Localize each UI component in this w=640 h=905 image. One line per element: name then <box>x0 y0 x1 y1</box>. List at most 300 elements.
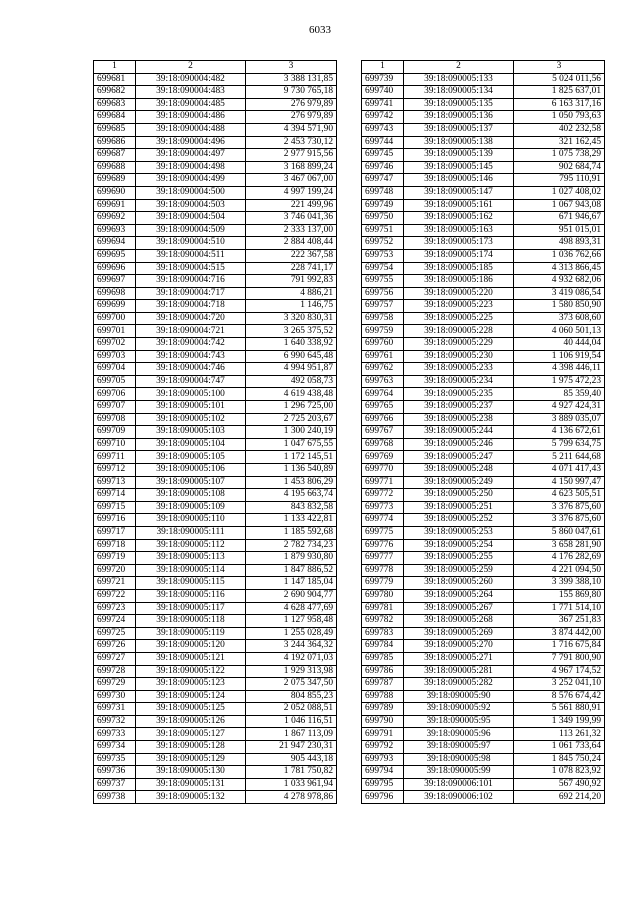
value-cell: 2 884 408,44 <box>246 237 337 250</box>
value-cell: 3 889 035,07 <box>514 413 605 426</box>
cadastral-number-cell: 39:18:090005:134 <box>404 86 514 99</box>
row-number-cell: 699682 <box>94 86 136 99</box>
cadastral-number-cell: 39:18:090005:104 <box>136 438 246 451</box>
row-number-cell: 699684 <box>94 111 136 124</box>
table-row <box>94 363 337 376</box>
header-cell: 1 <box>94 61 136 74</box>
cadastral-number-cell: 39:18:090005:251 <box>404 501 514 514</box>
table-row <box>94 728 337 741</box>
value-cell: 791 992,83 <box>246 275 337 288</box>
table-row <box>362 552 605 565</box>
cadastral-number-cell: 39:18:090005:129 <box>136 753 246 766</box>
value-cell: 1 146,75 <box>246 300 337 313</box>
row-number-cell: 699681 <box>94 73 136 86</box>
row-number-cell: 699707 <box>94 401 136 414</box>
row-number-cell: 699685 <box>94 123 136 136</box>
value-cell: 567 490,92 <box>514 778 605 791</box>
value-cell: 843 832,58 <box>246 501 337 514</box>
value-cell: 1 027 408,02 <box>514 186 605 199</box>
row-number-cell: 699749 <box>362 199 404 212</box>
value-cell: 1 033 961,94 <box>246 778 337 791</box>
row-number-cell: 699711 <box>94 451 136 464</box>
row-number-cell: 699795 <box>362 778 404 791</box>
table-row <box>94 199 337 212</box>
cadastral-number-cell: 39:18:090005:130 <box>136 766 246 779</box>
table-row <box>94 791 337 804</box>
cadastral-number-cell: 39:18:090005:138 <box>404 136 514 149</box>
cadastral-number-cell: 39:18:090005:137 <box>404 123 514 136</box>
cadastral-number-cell: 39:18:090004:511 <box>136 249 246 262</box>
row-number-cell: 699716 <box>94 514 136 527</box>
table-row <box>94 778 337 791</box>
value-cell: 3 320 830,31 <box>246 312 337 325</box>
table-row <box>94 589 337 602</box>
row-number-cell: 699724 <box>94 615 136 628</box>
value-cell: 4 195 663,74 <box>246 489 337 502</box>
row-number-cell: 699792 <box>362 741 404 754</box>
cadastral-number-cell: 39:18:090005:270 <box>404 640 514 653</box>
cadastral-number-cell: 39:18:090005:252 <box>404 514 514 527</box>
cadastral-number-cell: 39:18:090004:483 <box>136 86 246 99</box>
table-row <box>362 652 605 665</box>
row-number-cell: 699755 <box>362 275 404 288</box>
table-row <box>94 577 337 590</box>
value-cell: 492 058,73 <box>246 375 337 388</box>
value-cell: 1 075 738,29 <box>514 149 605 162</box>
row-number-cell: 699745 <box>362 149 404 162</box>
value-cell: 85 359,40 <box>514 388 605 401</box>
cadastral-number-cell: 39:18:090004:515 <box>136 262 246 275</box>
row-number-cell: 699748 <box>362 186 404 199</box>
cadastral-number-cell: 39:18:090005:250 <box>404 489 514 502</box>
cadastral-number-cell: 39:18:090005:108 <box>136 489 246 502</box>
table-row <box>94 476 337 489</box>
cadastral-number-cell: 39:18:090004:746 <box>136 363 246 376</box>
row-number-cell: 699750 <box>362 212 404 225</box>
table-row <box>362 728 605 741</box>
header-cell: 2 <box>136 61 246 74</box>
cadastral-number-cell: 39:18:090005:110 <box>136 514 246 527</box>
cadastral-number-cell: 39:18:090005:237 <box>404 401 514 414</box>
cadastral-number-cell: 39:18:090005:103 <box>136 426 246 439</box>
row-number-cell: 699796 <box>362 791 404 804</box>
table-row <box>94 86 337 99</box>
cadastral-number-cell: 39:18:090005:185 <box>404 262 514 275</box>
table-row <box>94 539 337 552</box>
cadastral-number-cell: 39:18:090005:125 <box>136 703 246 716</box>
cadastral-number-cell: 39:18:090005:105 <box>136 451 246 464</box>
row-number-cell: 699767 <box>362 426 404 439</box>
cadastral-number-cell: 39:18:090004:743 <box>136 350 246 363</box>
value-cell: 4 994 951,87 <box>246 363 337 376</box>
row-number-cell: 699732 <box>94 715 136 728</box>
value-cell: 804 855,23 <box>246 690 337 703</box>
cadastral-number-cell: 39:18:090005:235 <box>404 388 514 401</box>
table-row <box>94 526 337 539</box>
table-row <box>94 136 337 149</box>
value-cell: 4 967 174,52 <box>514 665 605 678</box>
value-cell: 4 932 682,06 <box>514 275 605 288</box>
value-cell: 4 060 501,13 <box>514 325 605 338</box>
row-number-cell: 699683 <box>94 98 136 111</box>
row-number-cell: 699737 <box>94 778 136 791</box>
cadastral-number-cell: 39:18:090005:102 <box>136 413 246 426</box>
cadastral-number-cell: 39:18:090004:509 <box>136 224 246 237</box>
table-row <box>94 123 337 136</box>
value-cell: 7 791 800,90 <box>514 652 605 665</box>
table-row <box>362 627 605 640</box>
row-number-cell: 699738 <box>94 791 136 804</box>
cadastral-number-cell: 39:18:090006:101 <box>404 778 514 791</box>
value-cell: 4 192 071,03 <box>246 652 337 665</box>
row-number-cell: 699763 <box>362 375 404 388</box>
cadastral-number-cell: 39:18:090005:92 <box>404 703 514 716</box>
table-row <box>362 589 605 602</box>
value-cell: 4 221 094,50 <box>514 564 605 577</box>
table-row <box>362 615 605 628</box>
table-row <box>94 338 337 351</box>
row-number-cell: 699771 <box>362 476 404 489</box>
value-cell: 228 741,17 <box>246 262 337 275</box>
value-cell: 3 376 875,60 <box>514 514 605 527</box>
cadastral-number-cell: 39:18:090004:488 <box>136 123 246 136</box>
table-row <box>94 665 337 678</box>
table-row <box>362 501 605 514</box>
value-cell: 2 977 915,56 <box>246 149 337 162</box>
table-row <box>362 564 605 577</box>
row-number-cell: 699688 <box>94 161 136 174</box>
table-row <box>362 577 605 590</box>
value-cell: 1 716 675,84 <box>514 640 605 653</box>
table-row <box>94 224 337 237</box>
cadastral-number-cell: 39:18:090005:260 <box>404 577 514 590</box>
value-cell: 1 067 943,08 <box>514 199 605 212</box>
row-number-cell: 699690 <box>94 186 136 199</box>
value-cell: 1 349 199,99 <box>514 715 605 728</box>
value-cell: 1 771 514,10 <box>514 602 605 615</box>
value-cell: 2 052 088,51 <box>246 703 337 716</box>
value-cell: 276 979,89 <box>246 98 337 111</box>
table-row <box>94 325 337 338</box>
value-cell: 1 061 733,64 <box>514 741 605 754</box>
table-row <box>362 262 605 275</box>
cadastral-number-cell: 39:18:090005:101 <box>136 401 246 414</box>
table-row <box>94 501 337 514</box>
row-number-cell: 699758 <box>362 312 404 325</box>
row-number-cell: 699779 <box>362 577 404 590</box>
table-row <box>94 426 337 439</box>
value-cell: 1 047 675,55 <box>246 438 337 451</box>
table-row <box>362 514 605 527</box>
register-table-left <box>93 60 337 804</box>
table-row <box>362 451 605 464</box>
table-row <box>362 766 605 779</box>
row-number-cell: 699747 <box>362 174 404 187</box>
cadastral-number-cell: 39:18:090005:114 <box>136 564 246 577</box>
table-row <box>362 312 605 325</box>
value-cell: 1 172 145,51 <box>246 451 337 464</box>
cadastral-number-cell: 39:18:090004:721 <box>136 325 246 338</box>
row-number-cell: 699743 <box>362 123 404 136</box>
table-row <box>94 451 337 464</box>
value-cell: 1 136 540,89 <box>246 464 337 477</box>
table-row <box>362 526 605 539</box>
table-row <box>94 237 337 250</box>
table-row <box>94 703 337 716</box>
table-row <box>94 174 337 187</box>
row-number-cell: 699689 <box>94 174 136 187</box>
row-number-cell: 699723 <box>94 602 136 615</box>
value-cell: 1 781 750,82 <box>246 766 337 779</box>
value-cell: 1 453 806,29 <box>246 476 337 489</box>
value-cell: 3 419 086,54 <box>514 287 605 300</box>
table-row <box>94 249 337 262</box>
table-row <box>362 791 605 804</box>
table-row <box>362 224 605 237</box>
row-number-cell: 699769 <box>362 451 404 464</box>
row-number-cell: 699791 <box>362 728 404 741</box>
row-number-cell: 699729 <box>94 678 136 691</box>
row-number-cell: 699706 <box>94 388 136 401</box>
row-number-cell: 699735 <box>94 753 136 766</box>
table-row <box>94 552 337 565</box>
row-number-cell: 699717 <box>94 526 136 539</box>
value-cell: 692 214,20 <box>514 791 605 804</box>
value-cell: 4 927 424,31 <box>514 401 605 414</box>
value-cell: 276 979,89 <box>246 111 337 124</box>
row-number-cell: 699714 <box>94 489 136 502</box>
table-row <box>362 602 605 615</box>
table-row <box>94 464 337 477</box>
table-row <box>362 690 605 703</box>
table-header-row <box>362 61 605 74</box>
table-row <box>362 489 605 502</box>
row-number-cell: 699704 <box>94 363 136 376</box>
row-number-cell: 699726 <box>94 640 136 653</box>
cadastral-number-cell: 39:18:090004:485 <box>136 98 246 111</box>
table-row <box>94 678 337 691</box>
table-row <box>362 174 605 187</box>
cadastral-number-cell: 39:18:090005:271 <box>404 652 514 665</box>
table-row <box>362 86 605 99</box>
cadastral-number-cell: 39:18:090005:269 <box>404 627 514 640</box>
row-number-cell: 699778 <box>362 564 404 577</box>
row-number-cell: 699687 <box>94 149 136 162</box>
cadastral-number-cell: 39:18:090005:147 <box>404 186 514 199</box>
cadastral-number-cell: 39:18:090005:220 <box>404 287 514 300</box>
value-cell: 1 078 823,92 <box>514 766 605 779</box>
value-cell: 3 376 875,60 <box>514 501 605 514</box>
cadastral-number-cell: 39:18:090005:117 <box>136 602 246 615</box>
row-number-cell: 699777 <box>362 552 404 565</box>
table-row <box>94 111 337 124</box>
row-number-cell: 699790 <box>362 715 404 728</box>
table-row <box>362 123 605 136</box>
table-row <box>94 766 337 779</box>
table-row <box>94 640 337 653</box>
cadastral-number-cell: 39:18:090005:106 <box>136 464 246 477</box>
table-row <box>362 161 605 174</box>
row-number-cell: 699710 <box>94 438 136 451</box>
cadastral-number-cell: 39:18:090006:102 <box>404 791 514 804</box>
cadastral-number-cell: 39:18:090005:107 <box>136 476 246 489</box>
value-cell: 671 946,67 <box>514 212 605 225</box>
table-row <box>94 652 337 665</box>
cadastral-number-cell: 39:18:090004:499 <box>136 174 246 187</box>
row-number-cell: 699775 <box>362 526 404 539</box>
cadastral-number-cell: 39:18:090005:173 <box>404 237 514 250</box>
value-cell: 4 619 438,48 <box>246 388 337 401</box>
cadastral-number-cell: 39:18:090005:253 <box>404 526 514 539</box>
value-cell: 3 874 442,00 <box>514 627 605 640</box>
value-cell: 1 127 958,48 <box>246 615 337 628</box>
cadastral-number-cell: 39:18:090005:249 <box>404 476 514 489</box>
table-row <box>362 338 605 351</box>
cadastral-number-cell: 39:18:090005:228 <box>404 325 514 338</box>
row-number-cell: 699783 <box>362 627 404 640</box>
cadastral-number-cell: 39:18:090005:254 <box>404 539 514 552</box>
cadastral-number-cell: 39:18:090005:233 <box>404 363 514 376</box>
cadastral-number-cell: 39:18:090005:238 <box>404 413 514 426</box>
value-cell: 1 106 919,54 <box>514 350 605 363</box>
table-row <box>94 602 337 615</box>
value-cell: 1 867 113,09 <box>246 728 337 741</box>
table-row <box>94 489 337 502</box>
row-number-cell: 699715 <box>94 501 136 514</box>
row-number-cell: 699720 <box>94 564 136 577</box>
table-row <box>362 300 605 313</box>
table-row <box>94 212 337 225</box>
cadastral-number-cell: 39:18:090005:145 <box>404 161 514 174</box>
row-number-cell: 699695 <box>94 249 136 262</box>
table-row <box>94 627 337 640</box>
row-number-cell: 699697 <box>94 275 136 288</box>
cadastral-number-cell: 39:18:090005:115 <box>136 577 246 590</box>
table-row <box>362 703 605 716</box>
cadastral-number-cell: 39:18:090004:482 <box>136 73 246 86</box>
cadastral-number-cell: 39:18:090005:121 <box>136 652 246 665</box>
table-row <box>94 262 337 275</box>
cadastral-number-cell: 39:18:090004:486 <box>136 111 246 124</box>
row-number-cell: 699782 <box>362 615 404 628</box>
value-cell: 3 388 131,85 <box>246 73 337 86</box>
row-number-cell: 699739 <box>362 73 404 86</box>
table-row <box>362 98 605 111</box>
row-number-cell: 699721 <box>94 577 136 590</box>
value-cell: 222 367,58 <box>246 249 337 262</box>
cadastral-number-cell: 39:18:090005:225 <box>404 312 514 325</box>
value-cell: 3 399 388,10 <box>514 577 605 590</box>
row-number-cell: 699785 <box>362 652 404 665</box>
row-number-cell: 699786 <box>362 665 404 678</box>
cadastral-number-cell: 39:18:090005:230 <box>404 350 514 363</box>
cadastral-number-cell: 39:18:090004:496 <box>136 136 246 149</box>
cadastral-number-cell: 39:18:090005:186 <box>404 275 514 288</box>
table-row <box>94 564 337 577</box>
table-row <box>362 237 605 250</box>
table-row <box>362 401 605 414</box>
table-row <box>94 287 337 300</box>
cadastral-number-cell: 39:18:090005:97 <box>404 741 514 754</box>
cadastral-number-cell: 39:18:090004:717 <box>136 287 246 300</box>
value-cell: 221 499,96 <box>246 199 337 212</box>
value-cell: 2 075 347,50 <box>246 678 337 691</box>
value-cell: 5 799 634,75 <box>514 438 605 451</box>
row-number-cell: 699709 <box>94 426 136 439</box>
value-cell: 1 845 750,24 <box>514 753 605 766</box>
cadastral-number-cell: 39:18:090004:718 <box>136 300 246 313</box>
table-row <box>94 514 337 527</box>
value-cell: 1 847 886,52 <box>246 564 337 577</box>
row-number-cell: 699725 <box>94 627 136 640</box>
row-number-cell: 699780 <box>362 589 404 602</box>
value-cell: 3 467 067,00 <box>246 174 337 187</box>
cadastral-number-cell: 39:18:090004:500 <box>136 186 246 199</box>
value-cell: 5 211 644,68 <box>514 451 605 464</box>
row-number-cell: 699784 <box>362 640 404 653</box>
row-number-cell: 699751 <box>362 224 404 237</box>
value-cell: 1 133 422,81 <box>246 514 337 527</box>
value-cell: 8 576 674,42 <box>514 690 605 703</box>
value-cell: 1 046 116,51 <box>246 715 337 728</box>
table-row <box>362 136 605 149</box>
row-number-cell: 699757 <box>362 300 404 313</box>
row-number-cell: 699789 <box>362 703 404 716</box>
row-number-cell: 699765 <box>362 401 404 414</box>
cadastral-number-cell: 39:18:090005:112 <box>136 539 246 552</box>
value-cell: 1 879 930,80 <box>246 552 337 565</box>
table-row <box>362 111 605 124</box>
row-number-cell: 699713 <box>94 476 136 489</box>
value-cell: 2 725 203,67 <box>246 413 337 426</box>
table-row <box>94 98 337 111</box>
table-row <box>362 426 605 439</box>
cadastral-number-cell: 39:18:090005:161 <box>404 199 514 212</box>
table-row <box>94 350 337 363</box>
value-cell: 367 251,83 <box>514 615 605 628</box>
cadastral-number-cell: 39:18:090005:282 <box>404 678 514 691</box>
table-row <box>362 275 605 288</box>
cadastral-number-cell: 39:18:090005:124 <box>136 690 246 703</box>
table-row <box>362 753 605 766</box>
cadastral-number-cell: 39:18:090005:146 <box>404 174 514 187</box>
page-number: 6033 <box>309 24 331 36</box>
row-number-cell: 699756 <box>362 287 404 300</box>
value-cell: 5 860 047,61 <box>514 526 605 539</box>
value-cell: 1 296 725,00 <box>246 401 337 414</box>
row-number-cell: 699776 <box>362 539 404 552</box>
cadastral-number-cell: 39:18:090004:716 <box>136 275 246 288</box>
row-number-cell: 699768 <box>362 438 404 451</box>
table-row <box>94 741 337 754</box>
value-cell: 3 252 041,10 <box>514 678 605 691</box>
value-cell: 3 168 899,24 <box>246 161 337 174</box>
cadastral-number-cell: 39:18:090005:127 <box>136 728 246 741</box>
table-row <box>362 464 605 477</box>
cadastral-number-cell: 39:18:090005:119 <box>136 627 246 640</box>
value-cell: 795 110,91 <box>514 174 605 187</box>
table-row <box>94 375 337 388</box>
cadastral-number-cell: 39:18:090005:99 <box>404 766 514 779</box>
row-number-cell: 699734 <box>94 741 136 754</box>
table-row <box>362 438 605 451</box>
value-cell: 373 608,60 <box>514 312 605 325</box>
cadastral-number-cell: 39:18:090005:246 <box>404 438 514 451</box>
cadastral-number-cell: 39:18:090005:109 <box>136 501 246 514</box>
table-row <box>362 476 605 489</box>
row-number-cell: 699686 <box>94 136 136 149</box>
value-cell: 4 150 997,47 <box>514 476 605 489</box>
